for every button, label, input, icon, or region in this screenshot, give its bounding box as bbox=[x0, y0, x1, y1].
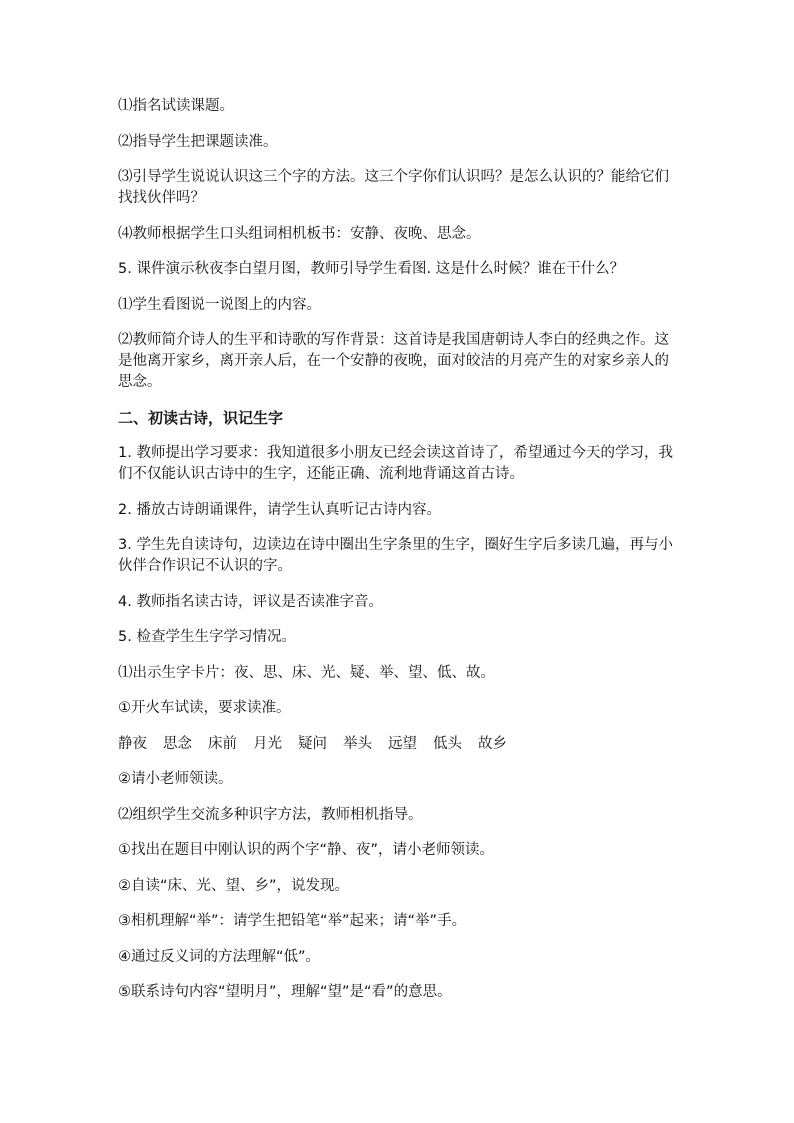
word-item: 月光 bbox=[253, 735, 282, 752]
paragraph-13: 5. 检查学生生字学习情况。 bbox=[118, 629, 296, 645]
paragraph-2: ⑵指导学生把课题读准。 bbox=[118, 133, 278, 150]
paragraph-17: ⑵组织学生交流多种识字方法，教师相机指导。 bbox=[118, 806, 423, 823]
paragraph-19: ②自读“床、光、望、乡”，说发现。 bbox=[118, 877, 350, 894]
word-item: 低头 bbox=[433, 735, 462, 752]
paragraph-7: ⑵教师简介诗人的生平和诗歌的写作背景：这首诗是我国唐朝诗人李白的经典之作。这是他离开家乡，离开亲人后，在一个安静的夜晚，面对皎洁的月亮产生的对家乡亲人的思念。 bbox=[118, 332, 669, 390]
paragraph-10: 2. 播放古诗朗诵课件，请学生认真听记古诗内容。 bbox=[118, 501, 441, 518]
paragraph-6: ⑴学生看图说一说图上的内容。 bbox=[118, 296, 321, 313]
document-body bbox=[118, 96, 680, 1018]
paragraph-9: 1. 教师提出学习要求：我知道很多小朋友已经会读这首诗了，希望通过今天的学习，我们不仅能认识古诗中的生字，还能正确、流利地背诵这首古诗。 bbox=[118, 445, 673, 482]
paragraph-21: ④通过反义词的方法理解“低”。 bbox=[118, 948, 321, 965]
word-item: 床前 bbox=[208, 735, 237, 752]
section-heading: 二、初读古诗，识记生字 bbox=[118, 408, 284, 427]
word-item: 举头 bbox=[343, 735, 372, 752]
word-item: 故乡 bbox=[478, 735, 507, 752]
paragraph-15: ①开火车试读，要求读准。 bbox=[118, 700, 291, 716]
paragraph-12: 4. 教师指名读古诗，评议是否读准字音。 bbox=[118, 593, 383, 610]
word-item: 思念 bbox=[163, 735, 192, 752]
paragraph-14: ⑴出示生字卡片：夜、思、床、光、疑、举、望、低、故。 bbox=[118, 664, 495, 681]
paragraph-20: ③相机理解“举”：请学生把铅笔“举”起来；请“举”手。 bbox=[118, 913, 467, 929]
paragraph-11: 3. 学生先自读诗句，边读边在诗中圈出生字条里的生字，圈好生字后多读几遍，再与小伙伴合作识记不认识的字。 bbox=[118, 537, 673, 574]
paragraph-3: ⑶引导学生说说认识这三个字的方法。这三个字你们认识吗？是怎么认识的？能给它们找找伙伴吗？ bbox=[118, 169, 669, 206]
paragraph-5: 5. 课件演示秋夜李白望月图，教师引导学生看图. 这是什么时候？谁在干什么？ bbox=[118, 261, 625, 277]
paragraph-22: ⑤联系诗句内容“望明月”，理解“望”是“看”的意思。 bbox=[118, 984, 452, 1000]
word-item: 远望 bbox=[388, 735, 417, 752]
word-item: 疑问 bbox=[298, 735, 327, 752]
paragraph-4: ⑷教师根据学生口头组词相机板书：安静、夜晚、思念。 bbox=[118, 225, 481, 242]
paragraph-18: ①找出在题目中刚认识的两个字“静、夜”，请小老师领读。 bbox=[118, 842, 495, 858]
paragraph-16: ②请小老师领读。 bbox=[118, 771, 233, 787]
paragraph-1: ⑴指名试读课题。 bbox=[118, 98, 234, 114]
word-list bbox=[118, 734, 680, 755]
word-item: 静夜 bbox=[118, 735, 147, 752]
